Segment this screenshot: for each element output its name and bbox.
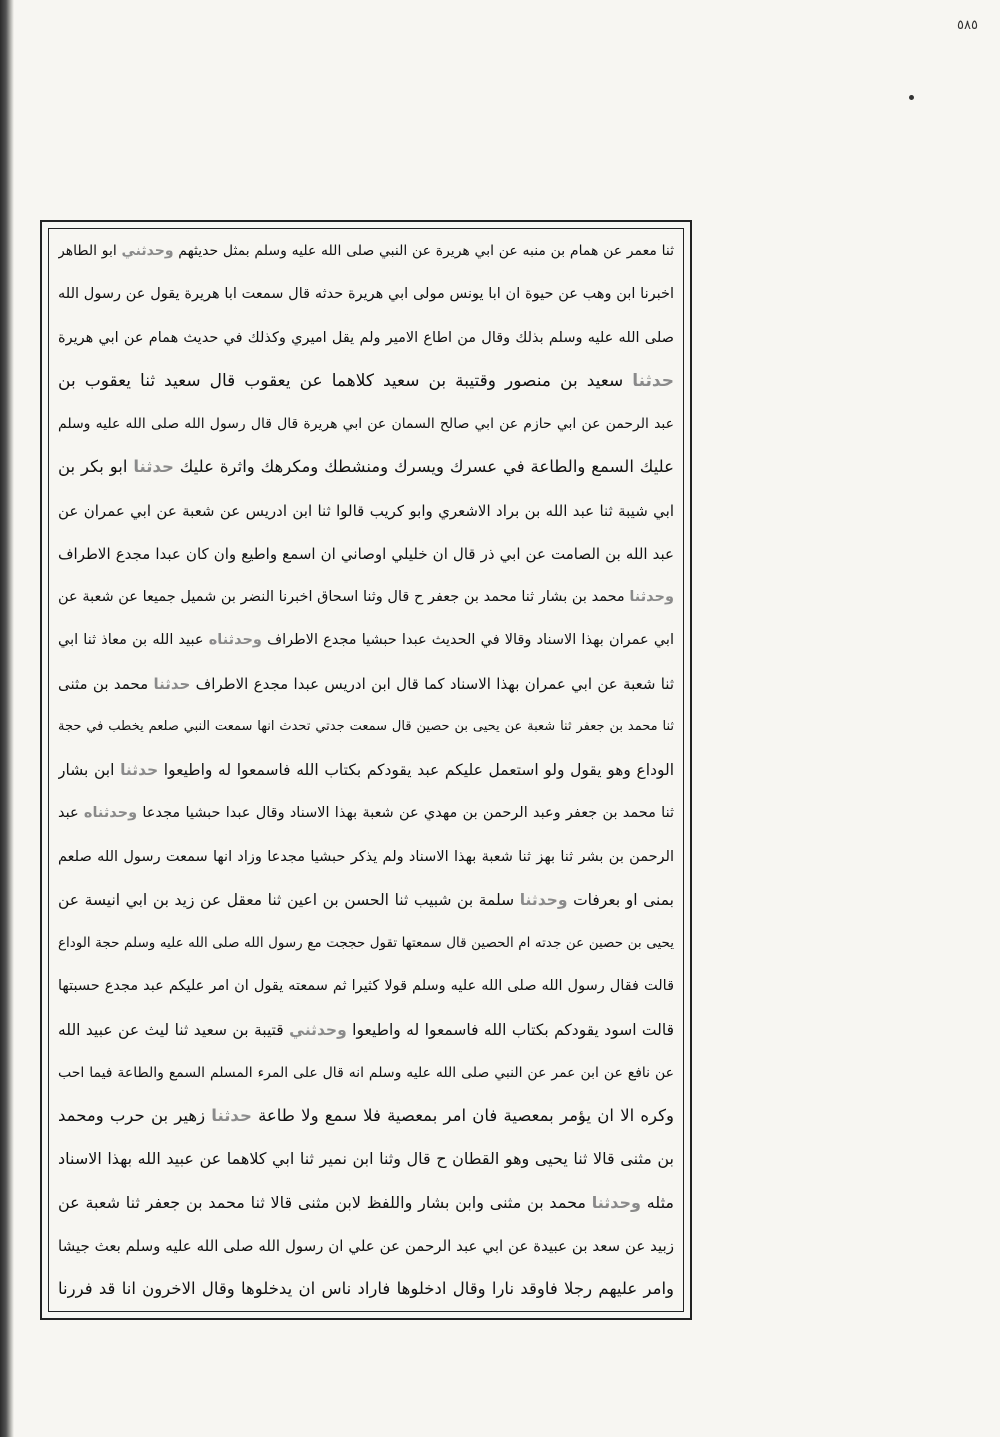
rubric-word: وحدثني [289, 1020, 347, 1039]
text-segment: يحيى بن حصين عن جدته ام الحصين قال سمعتها تقول حججت مع رسول الله صلى الله عليه وسلم حجة الوداع [58, 935, 674, 951]
text-segment: وكره الا ان يؤمر بمعصية فان امر بمعصية فلا سمع ولا طاعة [251, 1106, 674, 1125]
text-segment: صلى الله عليه وسلم بذلك وقال من اطاع الامير ولم يقل اميري وكذلك في حديث همام عن ابي هريرة [58, 329, 674, 346]
folio-number: ٥٨٥ [957, 18, 978, 33]
text-segment: قالت فقال رسول الله صلى الله عليه وسلم قولا كثيرا ثم سمعته يقول ان امر عليكم عبد مجدع حسبتها [58, 978, 674, 995]
rubric-word: حدثنا [120, 761, 159, 779]
text-line [58, 325, 674, 351]
text-segment: سعيد بن منصور وقتيبة بن سعيد كلاهما عن يعقوب قال سعيد ثنا يعقوب بن [58, 370, 633, 391]
text-line [58, 1060, 674, 1086]
rubric-word: وحدثناه [83, 805, 138, 822]
text-segment: قالت اسود يقودكم بكتاب الله فاسمعوا له واطيعوا [346, 1020, 674, 1039]
rubric-word: حدثنا [133, 457, 174, 477]
text-segment: مثله [640, 1192, 674, 1212]
ink-speck [909, 95, 914, 100]
text-segment: عليك السمع والطاعة في عسرك ويسرك ومنشطك ومكرهك واثرة عليك [173, 457, 674, 477]
text-segment: ابن بشار [58, 761, 121, 779]
text-segment: ثنا محمد بن جعفر وعبد الرحمن بن مهدي عن شعبة بهذا الاسناد وقال عبدا حبشيا مجدعا [137, 805, 674, 822]
rubric-word: وحدثنا [629, 589, 674, 605]
text-segment: بن مثنى قالا ثنا يحيى وهو القطان ح قال وثنا ابن نمير ثنا ابي كلاهما عن عبيد الله بهذا الاسناد [58, 1149, 674, 1169]
text-line [58, 627, 674, 653]
manuscript-text-block [58, 238, 674, 1302]
text-line [58, 1017, 674, 1043]
text-segment: زهير بن حرب ومحمد [58, 1106, 212, 1125]
text-line [58, 1103, 674, 1129]
text-segment: ابي شيبة ثنا عبد الله بن براد الاشعري وابو كريب قالوا ثنا ابن ادريس عن شعبة عن ابي عمران عن [58, 501, 674, 520]
text-segment: عبد [58, 805, 84, 822]
text-segment: عن نافع عن ابن عمر عن النبي صلى الله عليه وسلم انه قال على المرء المسلم السمع والطاعة فيما احب [58, 1064, 674, 1081]
text-segment: الرحمن بن بشر ثنا بهز ثنا شعبة بهذا الاسناد ولم يذكر حبشيا مجدعا وزاد انها سمعت رسول الله صلعم [58, 848, 674, 865]
text-line [58, 844, 674, 870]
text-line [58, 454, 674, 480]
text-line [58, 671, 674, 697]
rubric-word: حدثنا [632, 370, 674, 391]
text-segment: ابي عمران بهذا الاسناد وقالا في الحديث عبدا حبشيا مجدع الاطراف [261, 632, 674, 649]
text-line [58, 238, 674, 264]
text-segment: ثنا شعبة عن ابي عمران بهذا الاسناد كما قال ابن ادريس عبدا مجدع الاطراف [190, 674, 674, 693]
text-line [58, 1233, 674, 1259]
text-segment: سلمة بن شبيب ثنا الحسن بن اعين ثنا معقل عن زيد بن ابي انيسة عن [58, 890, 520, 909]
rubric-word: وحدثني [121, 243, 174, 259]
text-line [58, 584, 674, 610]
text-segment: زبيد عن سعد بن عبيدة عن ابي عبد الرحمن عن علي ان رسول الله صلى الله عليه وسلم بعث جيشا [58, 1236, 674, 1255]
rubric-word: حدثنا [153, 674, 191, 693]
text-segment: ابو بكر بن [58, 457, 134, 477]
text-segment: عبد الله بن الصامت عن ابي ذر قال ان خليلي اوصاني ان اسمع واطيع وان كان عبدا مجدع الاطراف [58, 544, 674, 563]
text-segment: وامر عليهم رجلا فاوقد نارا وقال ادخلوها فاراد ناس ان يدخلوها وقال الاخرون انا قد فررنا [58, 1279, 674, 1298]
text-line [58, 714, 674, 740]
text-segment: ابو الطاهر [58, 243, 122, 259]
text-line [58, 800, 674, 826]
text-line [58, 411, 674, 437]
text-line [58, 541, 674, 567]
text-segment: الوداع وهو يقول ولو استعمل عليكم عبد يقودكم بكتاب الله فاسمعوا له واطيعوا [158, 761, 674, 779]
text-line [58, 757, 674, 783]
text-segment: ثنا محمد بن جعفر ثنا شعبة عن يحيى بن حصين قال سمعت جدتي تحدث انها سمعت النبي صلعم يخطب في حجة [58, 718, 674, 734]
rubric-word: وحدثنا [591, 1192, 641, 1212]
text-line [58, 1276, 674, 1302]
text-line [58, 1190, 674, 1216]
text-line [58, 1146, 674, 1172]
text-segment: ثنا معمر عن همام بن منبه عن ابي هريرة عن النبي صلى الله عليه وسلم بمثل حديثهم [173, 243, 674, 259]
text-segment: عبد الرحمن عن ابي حازم عن ابي صالح السمان عن ابي هريرة قال قال رسول الله صلى الله عليه وسلم [58, 416, 674, 432]
text-segment: محمد بن مثنى وابن بشار واللفظ لابن مثنى قالا ثنا محمد بن جعفر ثنا شعبة عن [58, 1192, 592, 1212]
text-line [58, 498, 674, 524]
rubric-word: وحدثنا [519, 890, 568, 909]
text-segment: محمد بن مثنى [58, 674, 154, 693]
text-segment: قتيبة بن سعيد ثنا ليث عن عبيد الله [58, 1020, 290, 1039]
text-line [58, 281, 674, 307]
text-line [58, 930, 674, 956]
text-segment: عبيد الله بن معاذ ثنا ابي [58, 632, 209, 649]
text-line [58, 973, 674, 999]
text-segment: بمنى او بعرفات [567, 890, 674, 909]
text-segment: محمد بن بشار ثنا محمد بن جعفر ح قال وثنا اسحاق اخبرنا النضر بن شميل جميعا عن شعبة عن [58, 589, 630, 605]
rubric-word: وحدثناه [208, 632, 262, 649]
text-line [58, 887, 674, 913]
text-segment: اخبرنا ابن وهب عن حيوة ان ابا يونس مولى ابي هريرة حدثه قال سمعت ابا هريرة يقول عن رسول الله [58, 286, 674, 303]
text-line [58, 368, 674, 394]
page-edge-shadow [0, 0, 14, 1437]
rubric-word: حدثنا [211, 1106, 252, 1125]
